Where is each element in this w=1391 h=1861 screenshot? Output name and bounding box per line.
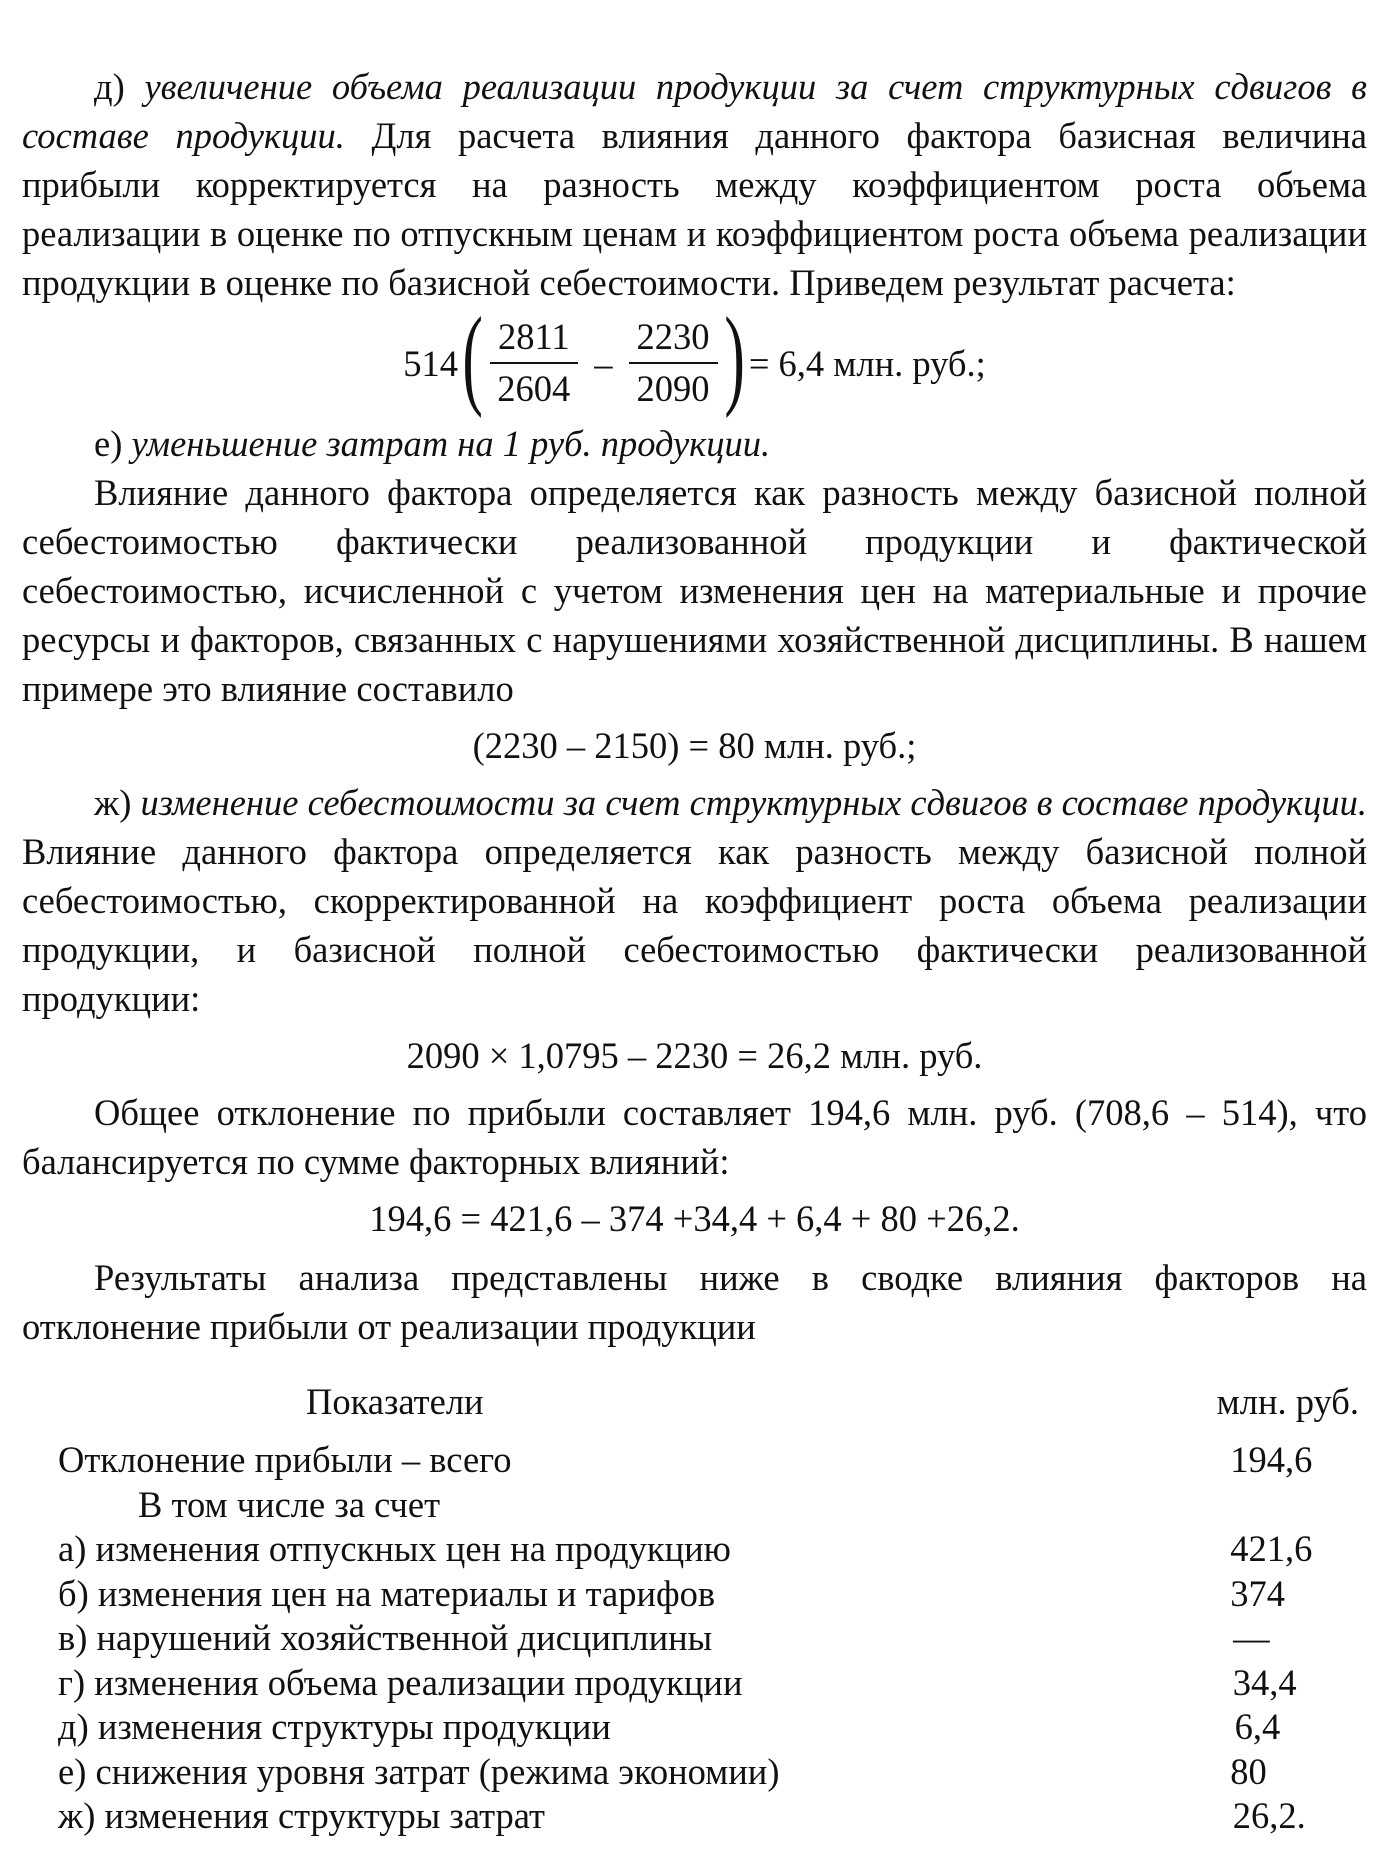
summary-row-label: В том числе за счет [138,1483,441,1525]
formula-total: 194,6 = 421,6 – 374 +34,4 + 6,4 + 80 +26,2. [369,1198,1020,1239]
summary-table [22,1377,1367,1839]
formula-d [22,295,1367,419]
paragraph-e: Влияние данного фактора определяется как разность между базисной полной себестоимостью фактически реализованной продукции и фактической себестоимостью, исчисленной с учетом изменения цен на материальные и прочие ресурсы и факторов, связанных с нарушениями хозяйственной дисциплины. В нашем примере это влияние составило [22,472,1367,709]
item-title-zh: изменение себестоимости за счет структурных сдвигов в составе продукции. [140,782,1367,823]
summary-row-value: 374 [1230,1572,1285,1614]
summary-row [22,1750,1367,1795]
summary-row-label: г) изменения объема реализации продукции [58,1661,743,1703]
summary-row [22,1661,1367,1706]
formula-d-fraction-2 [629,315,718,411]
paragraph-total: Общее отклонение по прибыли составляет 194,6 млн. руб. (708,6 – 514), что балансируется по сумме факторных влияний: [22,1092,1367,1182]
paragraph-e-title [22,419,1367,468]
formula-zh: 2090 × 1,0795 – 2230 = 26,2 млн. руб. [406,1035,983,1076]
paragraph-zh [22,778,1367,1023]
summary-row-label: д) изменения структуры продукции [58,1706,611,1747]
summary-row-label: Отклонение прибыли – всего [58,1439,512,1480]
summary-row-label: ж) изменения структуры затрат [58,1795,545,1836]
summary-row-value: 80 [1230,1750,1267,1792]
summary-header-unit: млн. руб. [1216,1381,1359,1422]
document-page [22,62,1367,1839]
summary-row [22,1794,1367,1839]
summary-row-value: — [1233,1617,1270,1658]
summary-row-value: 6,4 [1234,1706,1281,1747]
formula-d-factor: 514 [403,342,458,384]
formula-d-result: = 6,4 млн. руб.; [748,342,986,384]
paragraph-d [22,62,1367,307]
summary-row-value: 34,4 [1232,1661,1297,1703]
item-marker-zh: ж) [94,782,132,823]
fraction-2-denominator: 2090 [636,368,710,409]
summary-row-value [1239,1483,1367,1528]
summary-row [22,1527,1367,1572]
paragraph-results: Результаты анализа представлены ниже в сводке влияния факторов на отклонение прибыли от реализации продукции [22,1257,1367,1347]
formula-d-fraction-1 [489,315,578,411]
fraction-1-numerator: 2811 [490,315,578,364]
summary-row-value: 194,6 [1230,1439,1313,1480]
summary-row [22,1483,1367,1528]
paragraph-zh-text: Влияние данного фактора определяется как разность между базисной полной себестоимостью, скорректированной на коэффициент роста объема реализации продукции, и базисной полной себестоимостью фактически реализованной продукции: [22,831,1367,1019]
summary-row [22,1616,1367,1661]
summary-row-value: 421,6 [1230,1528,1313,1569]
item-title-d: увеличение объема реализации продукции за счет структурных сдвигов в составе продукции. [22,66,1368,156]
formula-d-minus: – [594,342,613,384]
summary-row-label: а) изменения отпускных цен на продукцию [58,1528,731,1569]
formula-d-open-paren: ( [462,295,483,419]
summary-header-label: Показатели [306,1381,484,1422]
formula-e: (2230 – 2150) = 80 млн. руб.; [472,725,917,766]
summary-row-value: 26,2. [1232,1795,1306,1836]
summary-row [22,1572,1367,1617]
item-title-e: уменьшение затрат на 1 руб. продукции. [131,423,771,464]
paragraph-d-text: Для расчета влияния данного фактора базисная величина прибыли корректируется на разность между коэффициентом роста объема реализации в оценке по отпускным ценам и коэффициентом роста объема реализации продукции в оценке по базисной себестоимости. Приведем результат расчета: [22,115,1367,303]
summary-row-label: б) изменения цен на материалы и тарифов [58,1572,716,1614]
fraction-2-numerator: 2230 [629,315,718,364]
summary-row-label: е) снижения уровня затрат (режима экономии) [58,1750,780,1792]
summary-row [22,1438,1367,1483]
item-marker-e: е) [94,423,123,464]
summary-header [22,1377,1367,1426]
summary-row [22,1705,1367,1750]
formula-d-close-paren: ) [723,295,745,419]
fraction-1-denominator: 2604 [497,368,571,409]
item-marker-d: д) [94,66,125,107]
summary-row-label: в) нарушений хозяйственной дисциплины [58,1617,713,1658]
